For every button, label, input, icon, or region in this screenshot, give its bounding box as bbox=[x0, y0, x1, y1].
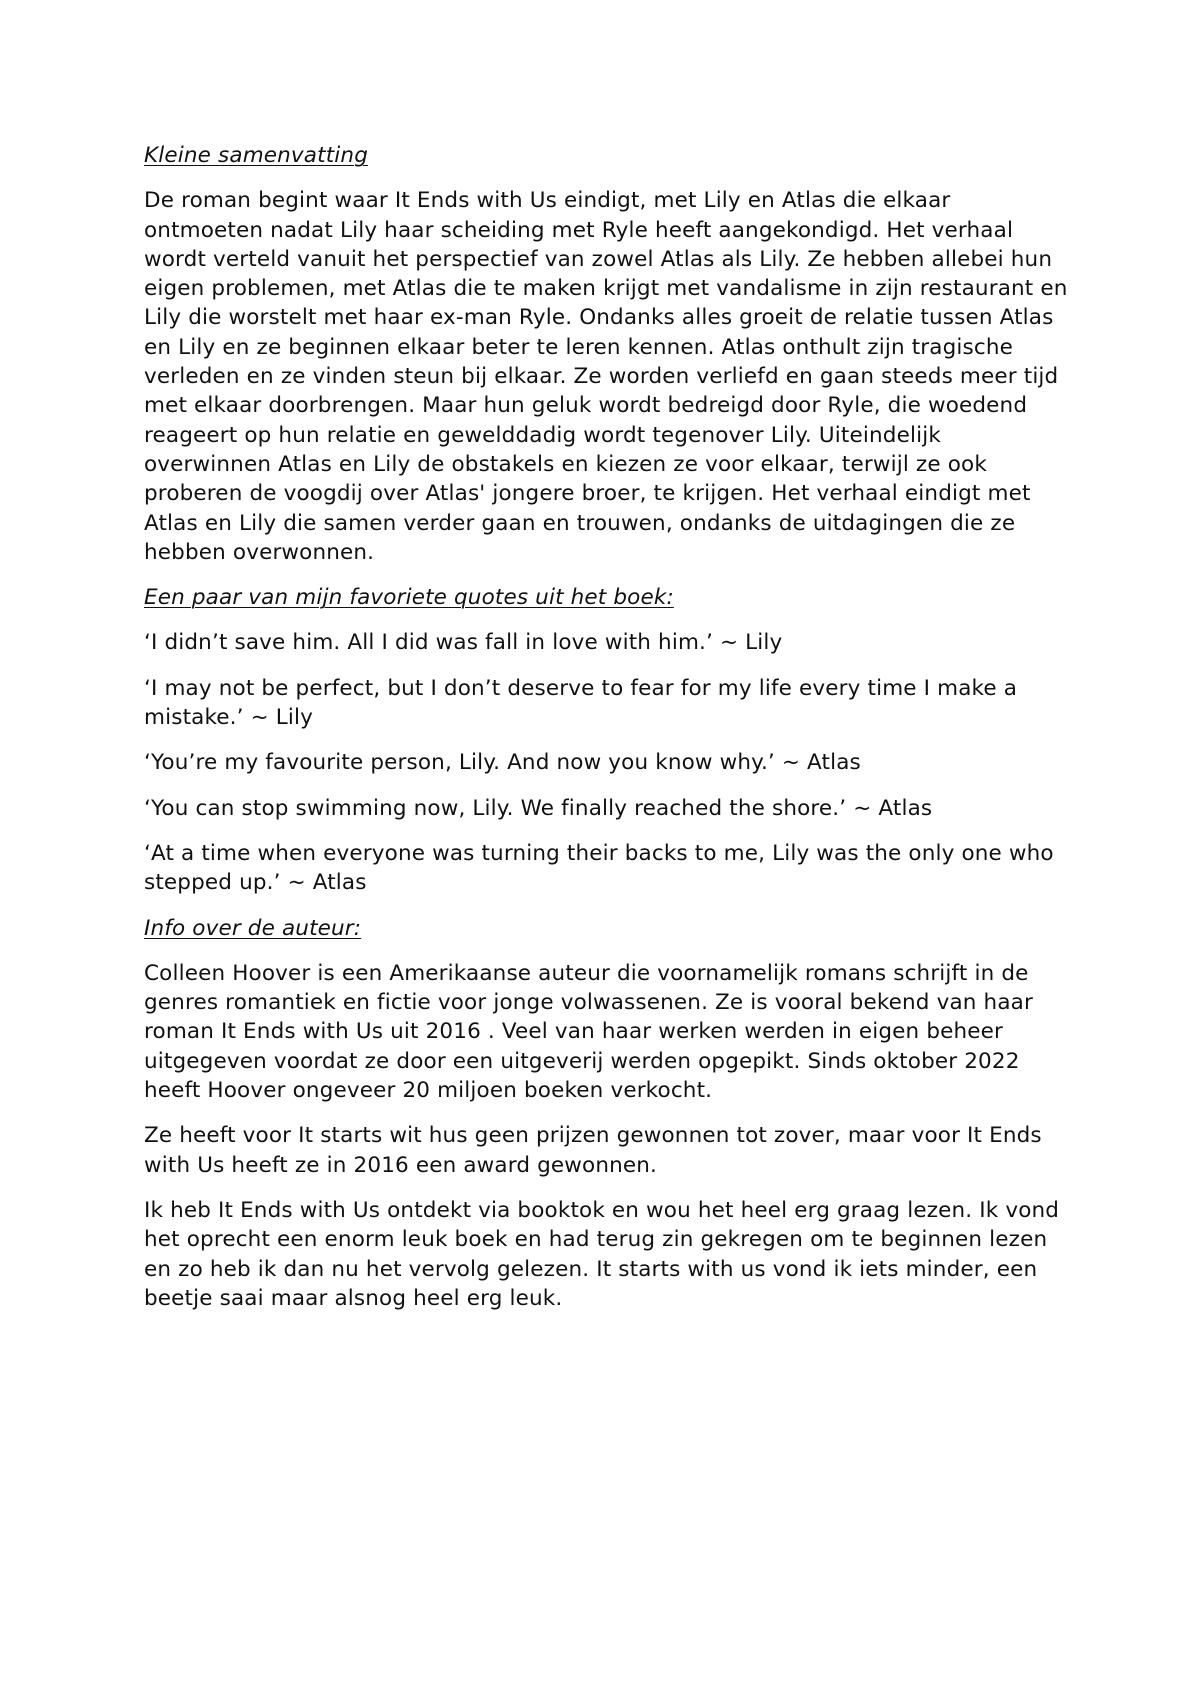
quote-4: ‘You can stop swimming now, Lily. We finally reached the shore.’ ~ Atlas bbox=[144, 795, 933, 821]
document-body bbox=[144, 141, 1068, 1329]
quote-1: ‘I didn’t save him. All I did was fall in love with him.’ ~ Lily bbox=[144, 630, 783, 656]
quote-3: ‘You’re my favourite person, Lily. And now you know why.’ ~ Atlas bbox=[144, 750, 861, 776]
heading-quotes: Een paar van mijn favoriete quotes uit het boek: bbox=[144, 585, 674, 611]
heading-summary: Kleine samenvatting bbox=[144, 143, 368, 168]
heading-author: Info over de auteur: bbox=[144, 915, 362, 941]
author-paragraph-2: Ze heeft voor It starts wit hus geen prijzen gewonnen tot zover, maar voor It Ends with Us heeft ze in 2016 een award gewonnen. bbox=[144, 1123, 1042, 1178]
summary-paragraph: De roman begint waar It Ends with Us eindigt, met Lily en Atlas die elkaar ontmoeten nadat Lily haar scheiding met Ryle heeft aangekondigd. Het verhaal wordt verteld vanuit het perspectief van zowel Atlas als Lily. Ze hebben allebei hun eigen problemen, met Atlas die te maken krijgt met vandalisme in zijn restaurant en Lily die worstelt met haar ex-man Ryle. Ondanks alles groeit de relatie tussen Atlas en Lily en ze beginnen elkaar beter te leren kennen. Atlas onthult zijn tragische verleden en ze vinden steun bij elkaar. Ze worden verliefd en gaan steeds meer tijd met elkaar doorbrengen. Maar hun geluk wordt bedreigd door Ryle, die woedend reageert op hun relatie en gewelddadig wordt tegenover Lily. Uiteindelijk overwinnen Atlas en Lily de obstakels en kiezen ze voor elkaar, terwijl ze ook proberen de voogdij over Atlas' jongere broer, te krijgen. Het verhaal eindigt met Atlas en Lily die samen verder gaan en trouwen, ondanks de uitdagingen die ze hebben overwonnen. bbox=[144, 188, 1068, 565]
quote-2: ‘I may not be perfect, but I don’t deserve to fear for my life every time I make a mistake.’ ~ Lily bbox=[144, 675, 1018, 731]
quote-5: ‘At a time when everyone was turning their backs to me, Lily was the only one who stepped up.’ ~ Atlas bbox=[144, 840, 1054, 896]
author-paragraph-1: Colleen Hoover is een Amerikaanse auteur die voornamelijk romans schrijft in de genres romantiek en fictie voor jonge volwassenen. Ze is vooral bekend van haar roman It Ends with Us uit 2016 . Veel van haar werken werden in eigen beheer uitgegeven voordat ze door een uitgeverij werden opgepikt. Sinds oktober 2022 heeft Hoover ongeveer 20 miljoen boeken verkocht. bbox=[144, 960, 1033, 1104]
author-paragraph-3: Ik heb It Ends with Us ontdekt via booktok en wou het heel erg graag lezen. Ik vond het oprecht een enorm leuk boek en had terug zin gekregen om te beginnen lezen en zo heb ik dan nu het vervolg gelezen. It starts with us vond ik iets minder, een beetje saai maar alsnog heel erg leuk. bbox=[144, 1197, 1060, 1311]
